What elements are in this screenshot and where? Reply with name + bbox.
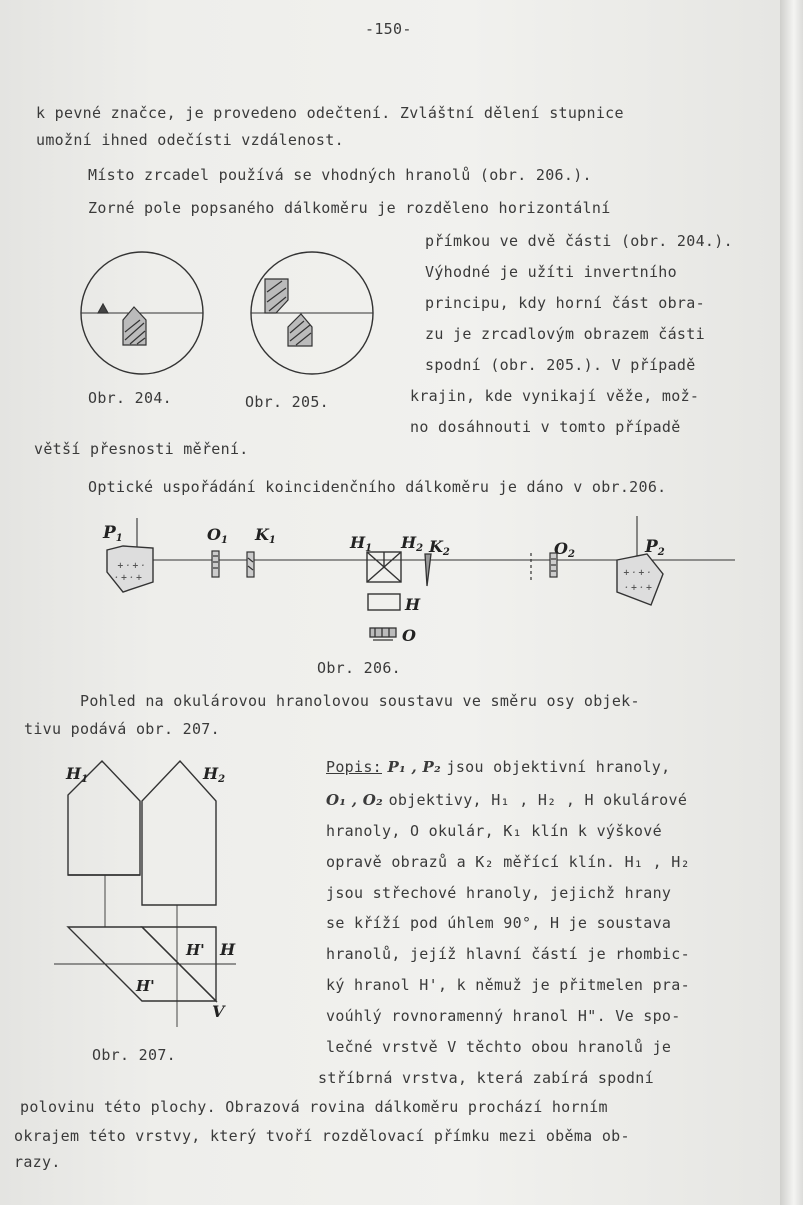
page-number: -150- — [365, 20, 412, 38]
roof-prisms-h1-h2 — [367, 552, 401, 582]
svg-text:· + · +: · + · + — [625, 582, 653, 592]
figure-207-caption: Obr. 207. — [92, 1046, 176, 1064]
popis-line: stříbrná vrstva, která zabírá spodní — [318, 1069, 654, 1087]
text-line: okrajem této vrstvy, který tvoří rozdělovací přímku mezi oběma ob- — [14, 1127, 630, 1145]
objective-prism-p2 — [617, 554, 663, 605]
popis-line: ký hranol H', k němuž je přitmelen pra- — [326, 976, 690, 994]
label-k2: K2 — [429, 537, 450, 558]
objective-prism-p1 — [107, 546, 153, 592]
label-207-h: H — [220, 940, 236, 959]
figure-206 — [95, 510, 765, 660]
svg-text:+ · + ·: + · + · — [623, 567, 651, 577]
text-line: tivu podává obr. 207. — [24, 720, 220, 738]
popis-line: jsou střechové hranoly, jejichž hrany — [326, 884, 672, 902]
text-line: Výhodné je užíti invertního — [425, 263, 677, 281]
text-line: polovinu této plochy. Obrazová rovina dálkoměru prochází horním — [20, 1098, 608, 1116]
label-o: O — [402, 626, 416, 645]
text-line: k pevné značce, je provedeno odečtení. Zvláštní dělení stupnice — [36, 104, 624, 122]
text-line: Pohled na okulárovou hranolovou soustavu ve směru osy objek- — [80, 692, 640, 710]
figure-207 — [40, 755, 300, 1035]
text-line: Optické uspořádání koincidenčního dálkoměru je dáno v obr.206. — [88, 478, 667, 496]
figure-204-205 — [70, 245, 390, 385]
text-line: větší přesnosti měření. — [34, 440, 249, 458]
figure-205-caption: Obr. 205. — [245, 393, 329, 411]
label-o1: O1 — [207, 525, 228, 546]
popis-line: hranoly, O okulár, K₁ klín k výškové — [326, 822, 662, 840]
text-line: přímkou ve dvě části (obr. 204.). — [425, 232, 733, 250]
text-line: principu, kdy horní část obra- — [425, 294, 705, 312]
text-line: krajin, kde vynikají věže, mož- — [410, 387, 700, 405]
popis-line: se kříží pod úhlem 90°, H je soustava — [326, 914, 672, 932]
eyepiece-o — [370, 628, 396, 640]
page-edge — [780, 0, 803, 1205]
popis-line: opravě obrazů a K₂ měřící klín. H₁ , H₂ — [326, 853, 690, 871]
popis-line: hranolů, jejíž hlavní částí je rhombic- — [326, 945, 690, 963]
label-h: H — [405, 595, 421, 614]
text-line: razy. — [14, 1153, 61, 1171]
figure-204-caption: Obr. 204. — [88, 389, 172, 407]
label-h2: H2 — [401, 533, 424, 554]
popis-line: voúhlý rovnoramenný hranol H". Ve spo- — [326, 1007, 681, 1025]
text-line: Místo zrcadel používá se vhodných hranolů (obr. 206.). — [88, 166, 592, 184]
objective-lens-o1 — [212, 551, 219, 577]
text-line: zu je zrcadlovým obrazem části — [425, 325, 705, 343]
popis-line: lečné vrstvě V těchto obou hranolů je — [326, 1038, 672, 1056]
measuring-wedge-k2 — [425, 554, 431, 586]
label-h1: H1 — [350, 533, 373, 554]
label-p2: P2 — [645, 537, 665, 558]
label-207-v: V — [212, 1002, 225, 1021]
text-line: spodní (obr. 205.). V případě — [425, 356, 696, 374]
text-line: no dosáhnouti v tomto případě — [410, 418, 681, 436]
label-k1: K1 — [255, 525, 276, 546]
tower-image-204 — [98, 304, 146, 345]
prism-system-h — [368, 594, 400, 610]
height-wedge-k1 — [247, 552, 254, 577]
label-p1: P1 — [103, 523, 123, 544]
label-207-h1: H1 — [66, 764, 89, 785]
text-line: Zorné pole popsaného dálkoměru je rozděleno horizontální — [88, 199, 611, 217]
figure-206-caption: Obr. 206. — [317, 659, 401, 677]
label-o2: O2 — [554, 539, 575, 560]
svg-text:+ · + ·: + · + · — [117, 560, 145, 570]
svg-text:· + · +: · + · + — [115, 572, 143, 582]
text-line: umožní ihned odečísti vzdálenost. — [36, 131, 344, 149]
popis-line: Popis: P₁ , P₂ jsou objektivní hranoly, — [326, 758, 671, 776]
label-207-hp2: H' — [136, 977, 155, 995]
label-207-hp: H' — [186, 941, 205, 959]
label-207-h2: H2 — [203, 764, 226, 785]
popis-line: O₁ , O₂ objektivy, H₁ , H₂ , H okulárové — [326, 791, 688, 809]
